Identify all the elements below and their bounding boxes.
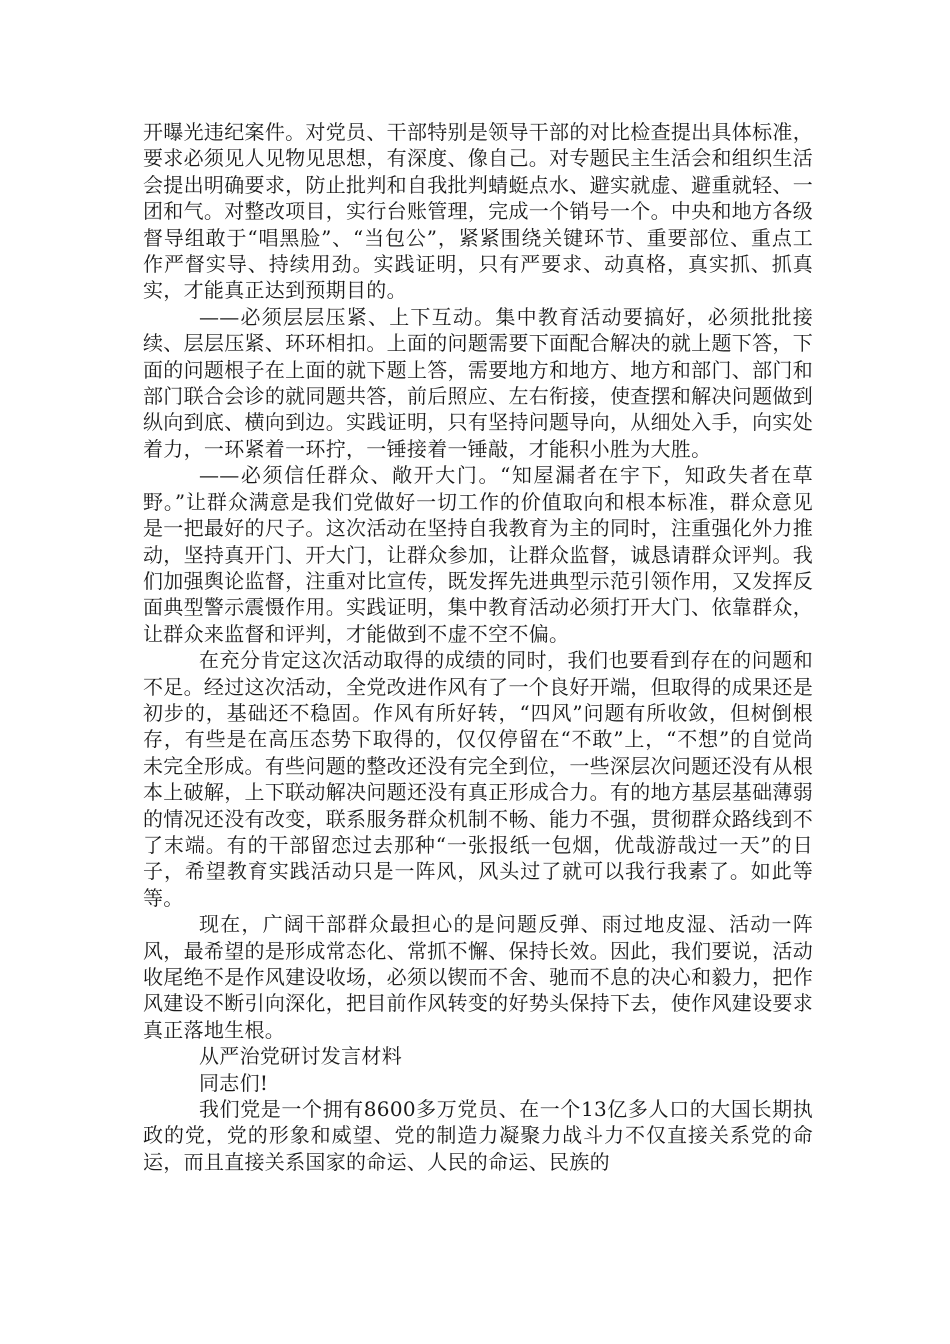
paragraph-4: 在充分肯定这次活动取得的成绩的同时，我们也要看到存在的问题和不足。经过这次活动，全党改进作风有了一个良好开端，但取得的成果还是初步的，基础还不稳固。作风有所好转，“四风”问题有所收敛，但树倒根存，有些是在高压态势下取得的，仅仅停留在“不敢”上，“不想”的自觉尚未完全形成。有些问题的整改还没有完全到位，一些深层次问题还没有从根本上破解，上下联动解决问题还没有真正形成合力。有的地方基层基础薄弱的情况还没有改变，联系服务群众机制不畅、能力不强，贯彻群众路线到不了末端。有的干部留恋过去那种“一张报纸一包烟，优哉游哉过一天”的日子，希望教育实践活动只是一阵风，风头过了就可以我行我素了。如此等等。 xyxy=(143,648,813,910)
document-body xyxy=(143,119,813,1175)
salutation: 同志们! xyxy=(199,1070,269,1095)
section-title: 从严治党研讨发言材料 xyxy=(199,1044,402,1069)
paragraph-5: 现在，广阔干部群众最担心的是问题反弹、雨过地皮湿、活动一阵风，最希望的是形成常态化、常抓不懈、保持长效。因此，我们要说，活动收尾绝不是作风建设收场，必须以锲而不舍、驰而不息的决心和毅力，把作风建设不断引向深化，把目前作风转变的好势头保持下去，使作风建设要求真正落地生根。 xyxy=(143,912,813,1042)
paragraph-6: 我们党是一个拥有8600多万党员、在一个13亿多人口的大国长期执政的党，党的形象和威望、党的制造力凝聚力战斗力不仅直接关系党的命运，而且直接关系国家的命运、人民的命运、民族的 xyxy=(143,1097,813,1174)
paragraph-3: ——必须信任群众、敞开大门。“知屋漏者在宇下，知政失者在草野。”让群众满意是我们党做好一切工作的价值取向和根本标准，群众意见是一把最好的尺子。这次活动在坚持自我教育为主的同时，注重强化外力推动，坚持真开门、开大门，让群众参加，让群众监督，诚恳请群众评判。我们加强舆论监督，注重对比宣传，既发挥先进典型示范引领作用，又发挥反面典型警示震慑作用。实践证明，集中教育活动必须打开大门、依靠群众，让群众来监督和评判，才能做到不虚不空不偏。 xyxy=(143,463,813,646)
paragraph-1: 开曝光违纪案件。对党员、干部特别是领导干部的对比检查提出具体标准，要求必须见人见物见思想，有深度、像自己。对专题民主生活会和组织生活会提出明确要求，防止批判和自我批判蜻蜓点水、避实就虚、避重就轻、一团和气。对整改项目，实行台账管理，完成一个销号一个。中央和地方各级督导组敢于“唱黑脸”、“当包公”，紧紧围绕关键环节、重要部位、重点工作严督实导、持续用劲。实践证明，只有严要求、动真格，真实抓、抓真实，才能真正达到预期目的。 xyxy=(143,120,813,303)
paragraph-2: ——必须层层压紧、上下互动。集中教育活动要搞好，必须批批接续、层层压紧、环环相扣。上面的问题需要下面配合解决的就上题下答，下面的问题根子在上面的就下题上答，需要地方和地方、地方和部门、部门和部门联合会诊的就同题共答，前后照应、左右衔接，使查摆和解决问题做到纵向到底、横向到边。实践证明，只有坚持问题导向，从细处入手，向实处着力，一环紧着一环拧，一锤接着一锤敲，才能积小胜为大胜。 xyxy=(143,304,813,461)
